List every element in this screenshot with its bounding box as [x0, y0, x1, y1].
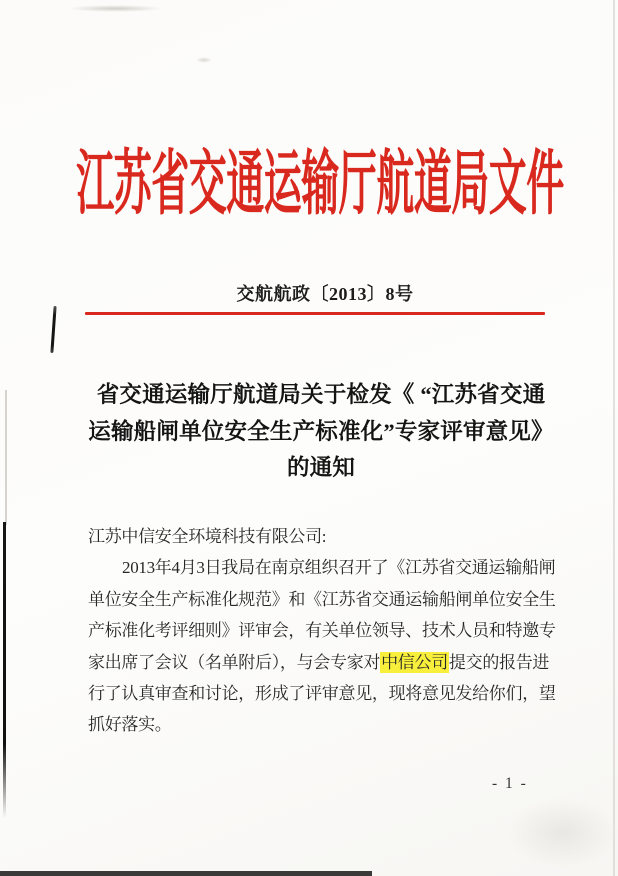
body-line: 抓好落实。	[88, 715, 172, 735]
scan-shading-artifact	[508, 798, 618, 868]
body-text-segment: 家出席了会议（名单附后），与会专家对	[88, 652, 381, 672]
body-line-with-highlight	[88, 647, 566, 678]
body-line: 行了认真审查和讨论，形成了评审意见，现将意见发给你们，望	[88, 684, 556, 704]
highlighted-company-name: 中信公司	[381, 652, 448, 672]
scan-edge-artifact	[0, 871, 372, 876]
scan-edge-artifact	[3, 522, 6, 818]
body-text-segment: 提交的报告进	[448, 652, 550, 672]
notice-title-line-1: 省交通运输厅航道局关于检发《 “江苏省交通	[96, 382, 546, 407]
notice-title	[0, 377, 618, 487]
scan-smudge-artifact	[196, 57, 212, 63]
notice-title-line-2: 运输船闸单位安全生产标准化”专家评审意见》	[88, 418, 554, 444]
notice-title-line-3: 的通知	[286, 455, 356, 480]
document-reference-number: 交航航政〔2013〕8号	[236, 284, 414, 304]
body-line: 产标准化考评细则》评审会，有关单位领导、技术人员和特邀专	[88, 621, 556, 641]
body-line: 2013年4月3日我局在南京组织召开了《江苏省交通运输船闸	[122, 558, 556, 578]
notice-body	[88, 521, 566, 741]
body-line: 单位安全生产标准化规范》和《江苏省交通运输船闸单位安全生	[88, 589, 556, 609]
salutation-line: 江苏中信安全环境科技有限公司:	[88, 527, 327, 546]
scan-smudge-artifact	[68, 5, 163, 12]
pen-mark-artifact	[50, 306, 56, 353]
page-number: - 1 -	[492, 775, 528, 792]
masthead-title: 江苏省交通运输厅航道局文件	[76, 146, 564, 224]
red-divider-line	[85, 312, 545, 315]
